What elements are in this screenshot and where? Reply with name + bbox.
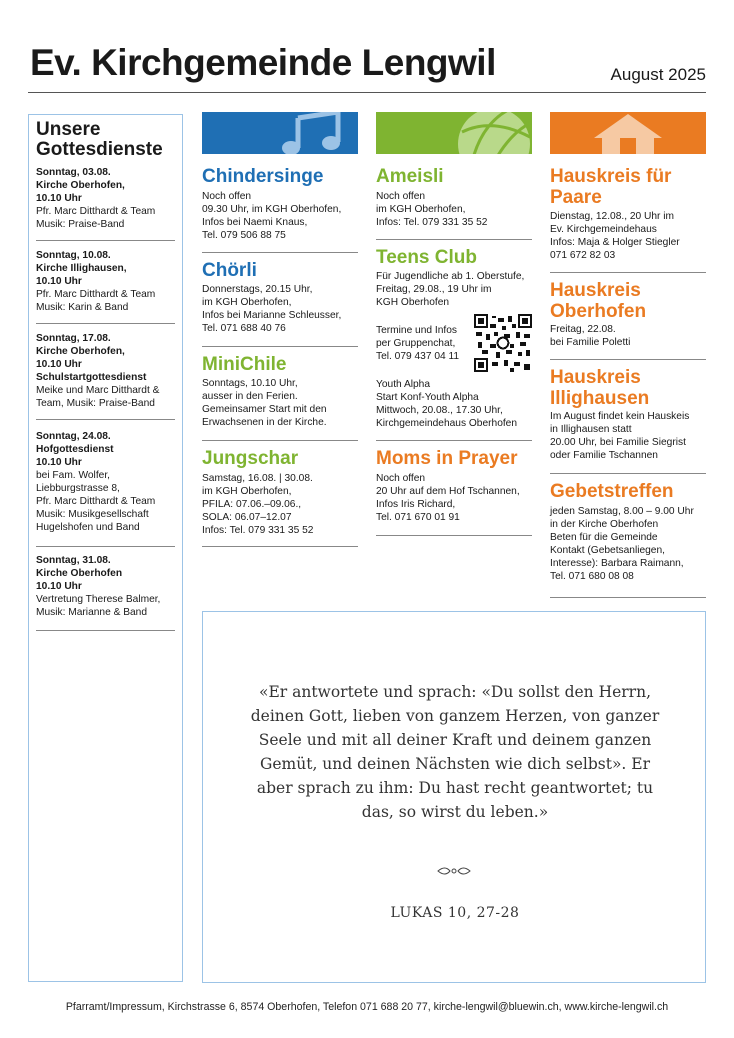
bible-reference: LUKAS 10, 27-28 — [390, 905, 520, 921]
service-detail: Pfr. Marc Ditthardt & Team — [36, 496, 156, 507]
event-text: Sonntags, 10.10 Uhr, ausser in den Ferien. Gemeinsamer Start mit den Erwachsenen in der Kirche. — [202, 378, 327, 428]
event-title: Hauskreis Illighausen — [550, 367, 650, 409]
service-divider — [36, 323, 175, 324]
service-item — [36, 430, 176, 534]
service-detail: Team, Musik: Praise-Band — [36, 398, 155, 409]
event-title: Hauskreis für Paare — [550, 166, 672, 208]
event-title: Moms in Prayer — [376, 448, 518, 469]
service-date: Sonntag, 17.08. — [36, 333, 111, 344]
service-divider — [36, 419, 175, 420]
event-text: Für Jugendliche ab 1. Oberstufe, Freitag, 29.08., 19 Uhr im KGH Oberhofen — [376, 271, 525, 308]
service-time: 10.10 Uhr — [36, 457, 82, 468]
event-title: Ameisli — [376, 166, 444, 187]
service-detail: Pfr. Marc Ditthardt & Team — [36, 206, 156, 217]
event-divider — [202, 440, 358, 441]
service-detail: Musik: Marianne & Band — [36, 607, 147, 618]
event-divider — [376, 535, 532, 536]
service-place: Hofgottesdienst — [36, 444, 114, 455]
event-title: Jungschar — [202, 448, 299, 469]
issue-date: August 2025 — [610, 65, 706, 84]
service-item — [36, 249, 176, 314]
service-detail: bei Fam. Wolfer, — [36, 470, 110, 481]
service-divider — [36, 546, 175, 547]
event-divider — [550, 359, 706, 360]
service-place: Kirche Oberhofen — [36, 568, 123, 579]
event-title: Chörli — [202, 260, 257, 281]
qr-code-icon — [474, 314, 532, 372]
event-divider — [202, 546, 358, 547]
event-divider — [550, 597, 706, 598]
services-box — [28, 114, 183, 982]
service-item — [36, 166, 176, 231]
event-text: Noch offen 09.30 Uhr, im KGH Oberhofen, Infos bei Naemi Knaus, Tel. 079 506 88 75 — [202, 191, 342, 241]
event-divider — [202, 252, 358, 253]
service-item — [36, 332, 176, 410]
event-text: Youth Alpha Start Konf-Youth Alpha Mittwoch, 20.08., 17.30 Uhr, Kirchgemeindehaus Oberhofen — [376, 379, 518, 429]
column-header-blue — [202, 112, 358, 154]
event-text: Noch offen im KGH Oberhofen, Infos: Tel. 079 331 35 52 — [376, 191, 488, 228]
event-title: Chindersinge — [202, 166, 324, 187]
service-place: Kirche Illighausen, — [36, 263, 127, 274]
service-divider — [36, 240, 175, 241]
column-header-green — [376, 112, 532, 154]
service-detail: Hugelshofen und Band — [36, 522, 140, 533]
service-date: Sonntag, 10.08. — [36, 250, 111, 261]
event-text: Noch offen 20 Uhr auf dem Hof Tschannen, Infos Iris Richard, Tel. 071 670 01 91 — [376, 473, 520, 523]
service-detail: Musik: Karin & Band — [36, 302, 129, 313]
event-title: Hauskreis Oberhofen — [550, 280, 647, 322]
bible-quote: «Er antwortete und sprach: «Du sollst den Herrn, deinen Gott, lieben von ganzem Herzen, von ganzer Seele und mit all deiner Kraft und deinem ganzen Gemüt, und deinen Nächsten wie dich selbst». Er aber sprach zu ihm: Du hast recht geantwortet; tu das, so wirst du leben.» — [250, 683, 660, 821]
service-date: Sonntag, 03.08. — [36, 167, 111, 178]
event-text: Dienstag, 12.08., 20 Uhr im Ev. Kirchgemeindehaus Infos: Maja & Holger Stiegler 071 672 82 03 — [550, 211, 680, 261]
header-divider — [28, 92, 706, 93]
event-divider — [376, 239, 532, 240]
service-place: Kirche Oberhofen, — [36, 346, 125, 357]
page-title: Ev. Kirchgemeinde Lengwil — [30, 42, 496, 83]
service-detail: Liebburgstrasse 8, — [36, 483, 120, 494]
event-divider — [202, 346, 358, 347]
ornament-icon — [436, 864, 472, 878]
event-text: Freitag, 22.08. bei Familie Poletti — [550, 324, 631, 348]
footer-imprint: Pfarramt/Impressum, Kirchstrasse 6, 8574 Oberhofen, Telefon 071 688 20 77, kirche-lengwil@bluewin.ch, www.kirche-lengwil.ch — [65, 1001, 669, 1013]
event-text: jeden Samstag, 8.00 – 9.00 Uhr in der Kirche Oberhofen Beten für die Gemeinde Kontakt (Gebetsanliegen, Interesse): Barbara Raimann, Tel. 071 680 08 08 — [550, 506, 694, 582]
services-title: Unsere Gottesdienste — [36, 119, 163, 160]
service-detail: Meike und Marc Ditthardt & — [36, 385, 160, 396]
service-time: 10.10 Uhr — [36, 359, 82, 370]
service-detail: Vertretung Therese Balmer, — [36, 594, 161, 605]
service-detail: Musik: Musikgesellschaft — [36, 509, 149, 520]
event-divider — [550, 473, 706, 474]
service-place: Kirche Oberhofen, — [36, 180, 125, 191]
service-time: 10.10 Uhr — [36, 276, 82, 287]
event-divider — [550, 272, 706, 273]
event-text: Termine und Infos per Gruppenchat, Tel. 079 437 04 11 — [376, 325, 460, 362]
service-detail: Pfr. Marc Ditthardt & Team — [36, 289, 156, 300]
column-header-orange — [550, 112, 706, 154]
service-name: Schulstartgottesdienst — [36, 372, 147, 383]
service-date: Sonntag, 24.08. — [36, 431, 111, 442]
event-text: Im August findet kein Hauskeis in Illighausen statt 20.00 Uhr, bei Familie Siegrist oder Familie Tschannen — [550, 411, 690, 461]
service-date: Sonntag, 31.08. — [36, 555, 111, 566]
service-time: 10.10 Uhr — [36, 193, 82, 204]
event-title: Gebetstreffen — [550, 481, 674, 502]
service-divider — [36, 630, 175, 631]
event-text: Samstag, 16.08. | 30.08. im KGH Oberhofen, PFILA: 07.06.–09.06., SOLA: 06.07–12.07 Infos: Tel. 079 331 35 52 — [202, 473, 314, 536]
event-divider — [376, 440, 532, 441]
service-item — [36, 554, 176, 619]
event-title: Teens Club — [376, 247, 477, 268]
event-text: Donnerstags, 20.15 Uhr, im KGH Oberhofen, Infos bei Marianne Schleusser, Tel. 071 688 40 76 — [202, 284, 342, 334]
service-time: 10.10 Uhr — [36, 581, 82, 592]
event-title: MiniChile — [202, 354, 287, 375]
service-detail: Musik: Praise-Band — [36, 219, 125, 230]
